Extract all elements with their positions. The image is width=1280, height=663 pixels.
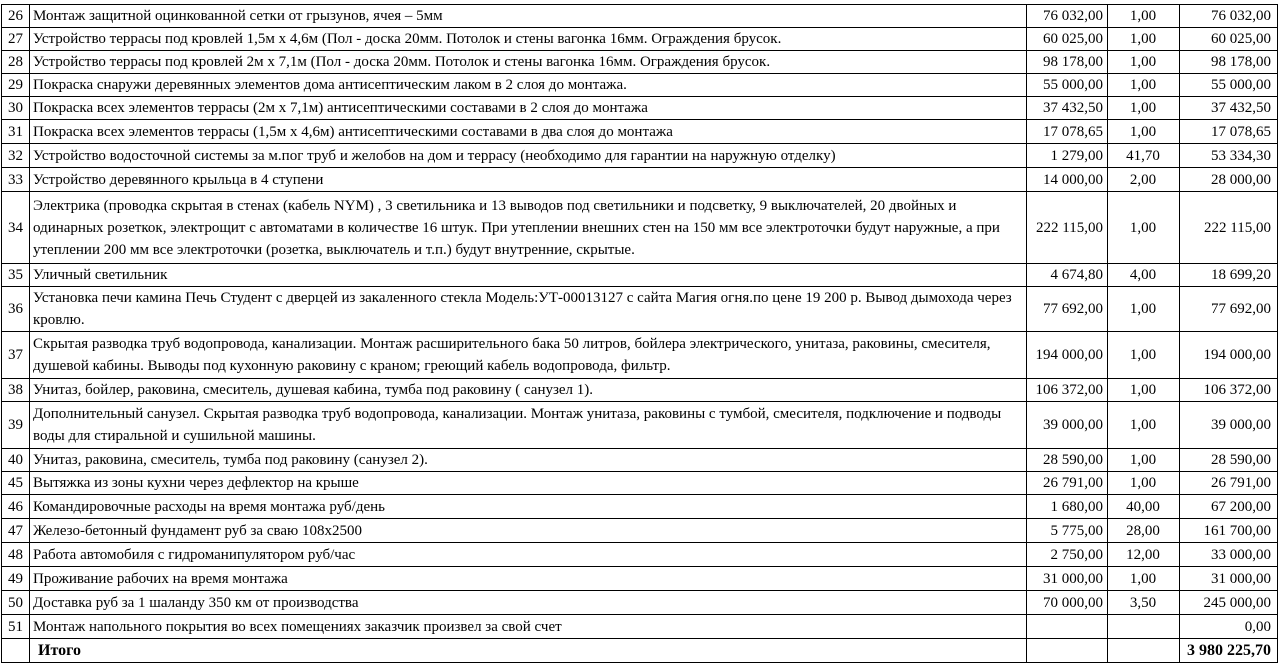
row-unit-price: 70 000,00 xyxy=(1027,591,1108,615)
row-unit-price: 39 000,00 xyxy=(1027,402,1108,449)
table-row xyxy=(2,51,1278,74)
row-description: Покраска всех элементов террасы (1,5м х 4,6м) антисептическими составами в два слоя до монтажа xyxy=(30,120,1027,144)
row-quantity: 1,00 xyxy=(1108,51,1180,74)
row-quantity: 1,00 xyxy=(1108,28,1180,51)
row-number: 49 xyxy=(2,567,30,591)
row-amount: 18 699,20 xyxy=(1180,264,1278,287)
table-row xyxy=(2,264,1278,287)
row-amount: 0,00 xyxy=(1180,615,1278,639)
row-description: Работа автомобиля с гидроманипулятором руб/час xyxy=(30,543,1027,567)
table-row xyxy=(2,120,1278,144)
row-amount: 55 000,00 xyxy=(1180,74,1278,97)
row-unit-price: 1 680,00 xyxy=(1027,495,1108,519)
row-amount: 77 692,00 xyxy=(1180,287,1278,332)
row-description: Устройство деревянного крыльца в 4 ступени xyxy=(30,168,1027,192)
row-amount: 76 032,00 xyxy=(1180,5,1278,28)
row-quantity: 41,70 xyxy=(1108,144,1180,168)
row-unit-price xyxy=(1027,615,1108,639)
table-row xyxy=(2,519,1278,543)
row-quantity: 3,50 xyxy=(1108,591,1180,615)
row-amount: 26 791,00 xyxy=(1180,472,1278,495)
row-quantity: 1,00 xyxy=(1108,74,1180,97)
row-amount: 194 000,00 xyxy=(1180,332,1278,379)
row-number: 27 xyxy=(2,28,30,51)
row-quantity: 1,00 xyxy=(1108,332,1180,379)
row-unit-price: 5 775,00 xyxy=(1027,519,1108,543)
row-amount: 28 590,00 xyxy=(1180,449,1278,472)
row-number: 50 xyxy=(2,591,30,615)
row-amount: 17 078,65 xyxy=(1180,120,1278,144)
row-amount: 106 372,00 xyxy=(1180,379,1278,402)
total-number-cell xyxy=(2,639,30,663)
row-number: 36 xyxy=(2,287,30,332)
row-unit-price: 31 000,00 xyxy=(1027,567,1108,591)
row-amount: 33 000,00 xyxy=(1180,543,1278,567)
row-number: 32 xyxy=(2,144,30,168)
row-unit-price: 1 279,00 xyxy=(1027,144,1108,168)
row-quantity: 1,00 xyxy=(1108,472,1180,495)
table-row xyxy=(2,379,1278,402)
row-number: 35 xyxy=(2,264,30,287)
row-quantity xyxy=(1108,615,1180,639)
row-unit-price: 14 000,00 xyxy=(1027,168,1108,192)
row-description: Дополнительный санузел. Скрытая разводка труб водопровода, канализации. Монтаж унитаза, раковины с тумбой, смесителя, подключение и подводы воды для стиральной и сушильной машины. xyxy=(30,402,1027,449)
row-description: Железо-бетонный фундамент руб за сваю 108х2500 xyxy=(30,519,1027,543)
row-quantity: 1,00 xyxy=(1108,120,1180,144)
row-number: 51 xyxy=(2,615,30,639)
row-quantity: 40,00 xyxy=(1108,495,1180,519)
row-description: Электрика (проводка скрытая в стенах (кабель NYM) , 3 светильника и 13 выводов под светильники и подсветку, 9 выключателей, 20 двойных и одинарных розеткок, электрощит с автоматами в количестве 16 штук. При утеплении внешних стен на 150 мм все электроточки будут наружные, а при утеплении 200 мм все электроточки (розетка, выключатель и т.п.) будут внутренние, скрытые. xyxy=(30,192,1027,264)
row-unit-price: 106 372,00 xyxy=(1027,379,1108,402)
row-number: 29 xyxy=(2,74,30,97)
row-description: Проживание рабочих на время монтажа xyxy=(30,567,1027,591)
row-amount: 31 000,00 xyxy=(1180,567,1278,591)
row-amount: 245 000,00 xyxy=(1180,591,1278,615)
row-unit-price: 222 115,00 xyxy=(1027,192,1108,264)
row-description: Покраска снаружи деревянных элементов дома антисептическим лаком в 2 слоя до монтажа. xyxy=(30,74,1027,97)
total-qty-cell xyxy=(1108,639,1180,663)
row-description: Устройство водосточной системы за м.пог труб и желобов на дом и террасу (необходимо для гарантии на наружную отделку) xyxy=(30,144,1027,168)
row-quantity: 12,00 xyxy=(1108,543,1180,567)
row-amount: 28 000,00 xyxy=(1180,168,1278,192)
table-row xyxy=(2,543,1278,567)
total-label: Итого xyxy=(30,639,1027,663)
row-quantity: 1,00 xyxy=(1108,402,1180,449)
row-number: 33 xyxy=(2,168,30,192)
row-amount: 37 432,50 xyxy=(1180,97,1278,120)
table-row xyxy=(2,97,1278,120)
row-unit-price: 37 432,50 xyxy=(1027,97,1108,120)
estimate-rows xyxy=(2,5,1278,663)
row-number: 45 xyxy=(2,472,30,495)
row-amount: 39 000,00 xyxy=(1180,402,1278,449)
row-quantity: 1,00 xyxy=(1108,5,1180,28)
row-unit-price: 77 692,00 xyxy=(1027,287,1108,332)
row-description: Монтаж защитной оцинкованной сетки от грызунов, ячея – 5мм xyxy=(30,5,1027,28)
row-amount: 98 178,00 xyxy=(1180,51,1278,74)
row-description: Покраска всех элементов террасы (2м х 7,1м) антисептическими составами в 2 слоя до монтажа xyxy=(30,97,1027,120)
row-number: 47 xyxy=(2,519,30,543)
row-unit-price: 98 178,00 xyxy=(1027,51,1108,74)
row-number: 34 xyxy=(2,192,30,264)
row-number: 46 xyxy=(2,495,30,519)
row-quantity: 1,00 xyxy=(1108,379,1180,402)
total-row xyxy=(2,639,1278,663)
table-row xyxy=(2,144,1278,168)
total-amount: 3 980 225,70 xyxy=(1180,639,1278,663)
row-description: Командировочные расходы на время монтажа руб/день xyxy=(30,495,1027,519)
table-row xyxy=(2,615,1278,639)
table-row xyxy=(2,332,1278,379)
row-number: 39 xyxy=(2,402,30,449)
table-row xyxy=(2,28,1278,51)
row-description: Доставка руб за 1 шаланду 350 км от производства xyxy=(30,591,1027,615)
row-amount: 53 334,30 xyxy=(1180,144,1278,168)
row-description: Установка печи камина Печь Студент с дверцей из закаленного стекла Модель:УТ-00013127 с сайта Магия огня.по цене 19 200 р. Вывод дымохода через кровлю. xyxy=(30,287,1027,332)
row-description: Унитаз, бойлер, раковина, смеситель, душевая кабина, тумба под раковину ( санузел 1). xyxy=(30,379,1027,402)
row-quantity: 1,00 xyxy=(1108,567,1180,591)
row-quantity: 2,00 xyxy=(1108,168,1180,192)
row-quantity: 28,00 xyxy=(1108,519,1180,543)
table-row xyxy=(2,74,1278,97)
row-description: Скрытая разводка труб водопровода, канализации. Монтаж расширительного бака 50 литров, бойлера электрического, унитаза, раковины, смесителя, душевой кабины. Выводы под кухонную раковину с краном; греющий кабель водопровода, фильтр. xyxy=(30,332,1027,379)
table-row xyxy=(2,591,1278,615)
row-description: Устройство террасы под кровлей 1,5м х 4,6м (Пол - доска 20мм. Потолок и стены вагонка 16мм. Ограждения брусок. xyxy=(30,28,1027,51)
table-row xyxy=(2,472,1278,495)
table-row xyxy=(2,402,1278,449)
row-unit-price: 28 590,00 xyxy=(1027,449,1108,472)
table-row xyxy=(2,5,1278,28)
row-quantity: 1,00 xyxy=(1108,287,1180,332)
row-description: Устройство террасы под кровлей 2м х 7,1м (Пол - доска 20мм. Потолок и стены вагонка 16мм. Ограждения брусок. xyxy=(30,51,1027,74)
row-unit-price: 76 032,00 xyxy=(1027,5,1108,28)
table-row xyxy=(2,192,1278,264)
row-number: 31 xyxy=(2,120,30,144)
table-row xyxy=(2,168,1278,192)
row-unit-price: 2 750,00 xyxy=(1027,543,1108,567)
row-number: 48 xyxy=(2,543,30,567)
row-amount: 222 115,00 xyxy=(1180,192,1278,264)
table-row xyxy=(2,287,1278,332)
row-number: 38 xyxy=(2,379,30,402)
row-description: Монтаж напольного покрытия во всех помещениях заказчик произвел за свой счет xyxy=(30,615,1027,639)
table-row xyxy=(2,495,1278,519)
table-row xyxy=(2,449,1278,472)
row-unit-price: 60 025,00 xyxy=(1027,28,1108,51)
row-number: 26 xyxy=(2,5,30,28)
row-quantity: 1,00 xyxy=(1108,97,1180,120)
row-number: 30 xyxy=(2,97,30,120)
row-unit-price: 194 000,00 xyxy=(1027,332,1108,379)
row-number: 37 xyxy=(2,332,30,379)
row-amount: 67 200,00 xyxy=(1180,495,1278,519)
row-unit-price: 17 078,65 xyxy=(1027,120,1108,144)
row-number: 28 xyxy=(2,51,30,74)
row-amount: 60 025,00 xyxy=(1180,28,1278,51)
total-price-cell xyxy=(1027,639,1108,663)
row-amount: 161 700,00 xyxy=(1180,519,1278,543)
row-quantity: 4,00 xyxy=(1108,264,1180,287)
table-row xyxy=(2,567,1278,591)
row-quantity: 1,00 xyxy=(1108,449,1180,472)
estimate-table xyxy=(1,4,1278,663)
row-description: Уличный светильник xyxy=(30,264,1027,287)
row-unit-price: 4 674,80 xyxy=(1027,264,1108,287)
row-description: Вытяжка из зоны кухни через дефлектор на крыше xyxy=(30,472,1027,495)
row-quantity: 1,00 xyxy=(1108,192,1180,264)
row-number: 40 xyxy=(2,449,30,472)
row-description: Унитаз, раковина, смеситель, тумба под раковину (санузел 2). xyxy=(30,449,1027,472)
row-unit-price: 26 791,00 xyxy=(1027,472,1108,495)
row-unit-price: 55 000,00 xyxy=(1027,74,1108,97)
